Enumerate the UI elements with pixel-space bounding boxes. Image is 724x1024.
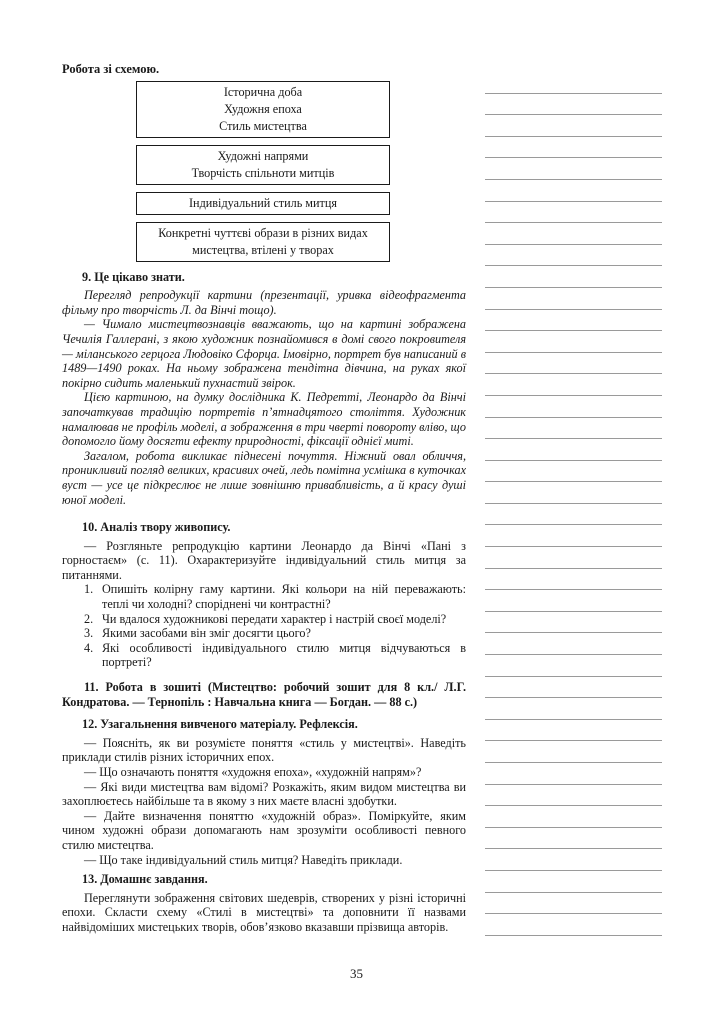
note-line [485, 741, 662, 763]
section-9-paragraph: Перегляд репродукції картини (презентації, уривка відеофрагмента фільму про творчість Л. да Вінчі тощо). [62, 288, 466, 317]
note-line [485, 893, 662, 915]
note-line [485, 914, 662, 936]
section-9-title: 9. Це цікаво знати. [82, 269, 185, 284]
note-line [485, 871, 662, 893]
section-9-paragraph: — Чимало мистецтвознавців вважають, що на картині зображена Чечилія Галлерані, з якою художник познайомився в домі свого покровителя — міланського герцога Людовіко Сфорца. Імовірно, портрет був написаний в 1489—1490 роках. На ньому зображена тендітна дівчина, на руках якої покірно сидить маленький пухнастий звірок. [62, 317, 466, 390]
list-item [62, 641, 466, 670]
section-10-title: 10. Аналіз твору живопису. [82, 520, 231, 535]
list-item-text: Опишіть колірну гаму картини. Які кольори на ній переважають: теплі чи холодні? споріднені чи контрастні? [102, 582, 466, 612]
note-line [485, 504, 662, 526]
schema-box-2-line: Творчість спільноти митців [191, 165, 335, 180]
note-line [485, 180, 662, 202]
section-13-text: Переглянути зображення світових шедеврів, створених у різні історичні епохи. Скласти схему «Стилі в мистецтві» та доповнити її назвами найвідоміших мистецьких творів, обов’язково вказавши прізвища авторів. [62, 890, 466, 934]
note-line [485, 461, 662, 483]
page-number: 35 [350, 966, 363, 981]
section-10-question-list [62, 582, 466, 670]
note-line [485, 396, 662, 418]
schema-box-2-line: Художні напрями [217, 148, 309, 163]
section-12-paragraph: — Поясніть, як ви розумієте поняття «стиль у мистецтві». Наведіть приклади стилів різних історичних епох. [62, 735, 466, 765]
list-item [62, 626, 466, 641]
note-line [485, 482, 662, 504]
notes-ruled-lines [485, 72, 662, 936]
note-line [485, 353, 662, 375]
schema-box-1-line: Історична доба [223, 84, 303, 99]
schema-box-1-line: Художня епоха [224, 101, 302, 116]
list-item-number: 4. [84, 640, 94, 655]
list-item-text: Якими засобами він зміг досягти цього? [102, 626, 311, 641]
section-12-paragraph: — Дайте визначення поняттю «художній образ». Поміркуйте, яким чином художні образи допомагають нам зрозуміти особливості певного стилю мистецтва. [62, 808, 466, 852]
schema-box-2 [136, 145, 390, 185]
note-line [485, 418, 662, 440]
note-line [485, 525, 662, 547]
note-line [485, 698, 662, 720]
list-item-number: 3. [84, 626, 94, 641]
list-item-text: Які особливості індивідуального стилю митця відчуваються в портреті? [102, 640, 466, 670]
note-line [485, 72, 662, 94]
note-line [485, 94, 662, 116]
note-line [485, 245, 662, 267]
schema-box-4-line: Конкретні чуттєві образи в різних видах [158, 225, 368, 240]
note-line [485, 374, 662, 396]
note-line [485, 720, 662, 742]
section-9-paragraph: Загалом, робота викликає піднесені почуття. Ніжний овал обличчя, проникливий погляд великих, красивих очей, ледь помітна усмішка в куточках вуст — усе це підкреслює не лише зовнішню привабливість, а й красу душі юної моделі. [62, 448, 466, 507]
schema-box-1-line: Стиль мистецтва [219, 118, 307, 133]
note-line [485, 828, 662, 850]
note-line [485, 288, 662, 310]
schema-box-4-line: мистецтва, втілені у творах [192, 242, 334, 257]
note-line [485, 633, 662, 655]
note-line [485, 547, 662, 569]
note-line [485, 266, 662, 288]
list-item-text: Чи вдалося художникові передати характер і настрій своєї моделі? [102, 611, 447, 626]
schema-connector [136, 185, 390, 192]
note-line [485, 115, 662, 137]
note-line [485, 849, 662, 871]
note-line [485, 202, 662, 224]
section-12-title: 12. Узагальнення вивченого матеріалу. Рефлексія. [82, 717, 358, 732]
note-line [485, 223, 662, 245]
schema-box-4 [136, 222, 390, 262]
schema-connector [136, 138, 390, 145]
note-line [485, 569, 662, 591]
schema-box-3-line: Індивідуальний стиль митця [189, 195, 337, 210]
section-12-paragraph: — Що таке індивідуальний стиль митця? Наведіть приклади. [84, 852, 403, 867]
note-line [485, 806, 662, 828]
schema-box-1 [136, 81, 390, 138]
note-line [485, 677, 662, 699]
note-line [485, 785, 662, 807]
section-10-intro: — Розгляньте репродукцію картини Леонардо да Вінчі «Пані з горностаєм» (с. 11). Охарактеризуйте індивідуальний стиль митця за питаннями. [62, 538, 466, 582]
schema-heading: Робота зі схемою. [62, 62, 160, 76]
note-line [485, 439, 662, 461]
list-item-number: 2. [84, 611, 94, 626]
schema-connector [136, 215, 390, 222]
main-column [62, 62, 466, 935]
note-line [485, 331, 662, 353]
note-line [485, 612, 662, 634]
note-line [485, 158, 662, 180]
note-line [485, 137, 662, 159]
list-item [62, 582, 466, 611]
section-13-title: 13. Домашнє завдання. [82, 872, 208, 887]
note-line [485, 310, 662, 332]
list-item [62, 612, 466, 627]
section-9-paragraph: Цією картиною, на думку дослідника К. Педретті, Леонардо да Вінчі започаткував традицію портретів п’ятнадцятого століття. Художник намалював не профіль моделі, а зображення в три чверті повороту вліво, що допомогло йому досягти ефекту природності, фіксації однієї миті. [62, 390, 466, 449]
section-11-text: 11. Робота в зошиті (Мистецтво: робочий зошит для 8 кл./ Л.Г. Кондратова. — Тернопіль : Навчальна книга — Богдан. — 88 с.) [62, 680, 466, 709]
schema-box-3 [136, 192, 390, 215]
note-line [485, 655, 662, 677]
list-item-number: 1. [84, 582, 94, 597]
note-line [485, 763, 662, 785]
section-12-paragraph: — Що означають поняття «художня епоха», «художній напрям»? [84, 765, 422, 779]
section-12-paragraph: — Які види мистецтва вам відомі? Розкажіть, яким видом мистецтва ви захоплюєтесь найбільше та в якому з них маєте власні здобутки. [62, 779, 466, 809]
note-line [485, 590, 662, 612]
